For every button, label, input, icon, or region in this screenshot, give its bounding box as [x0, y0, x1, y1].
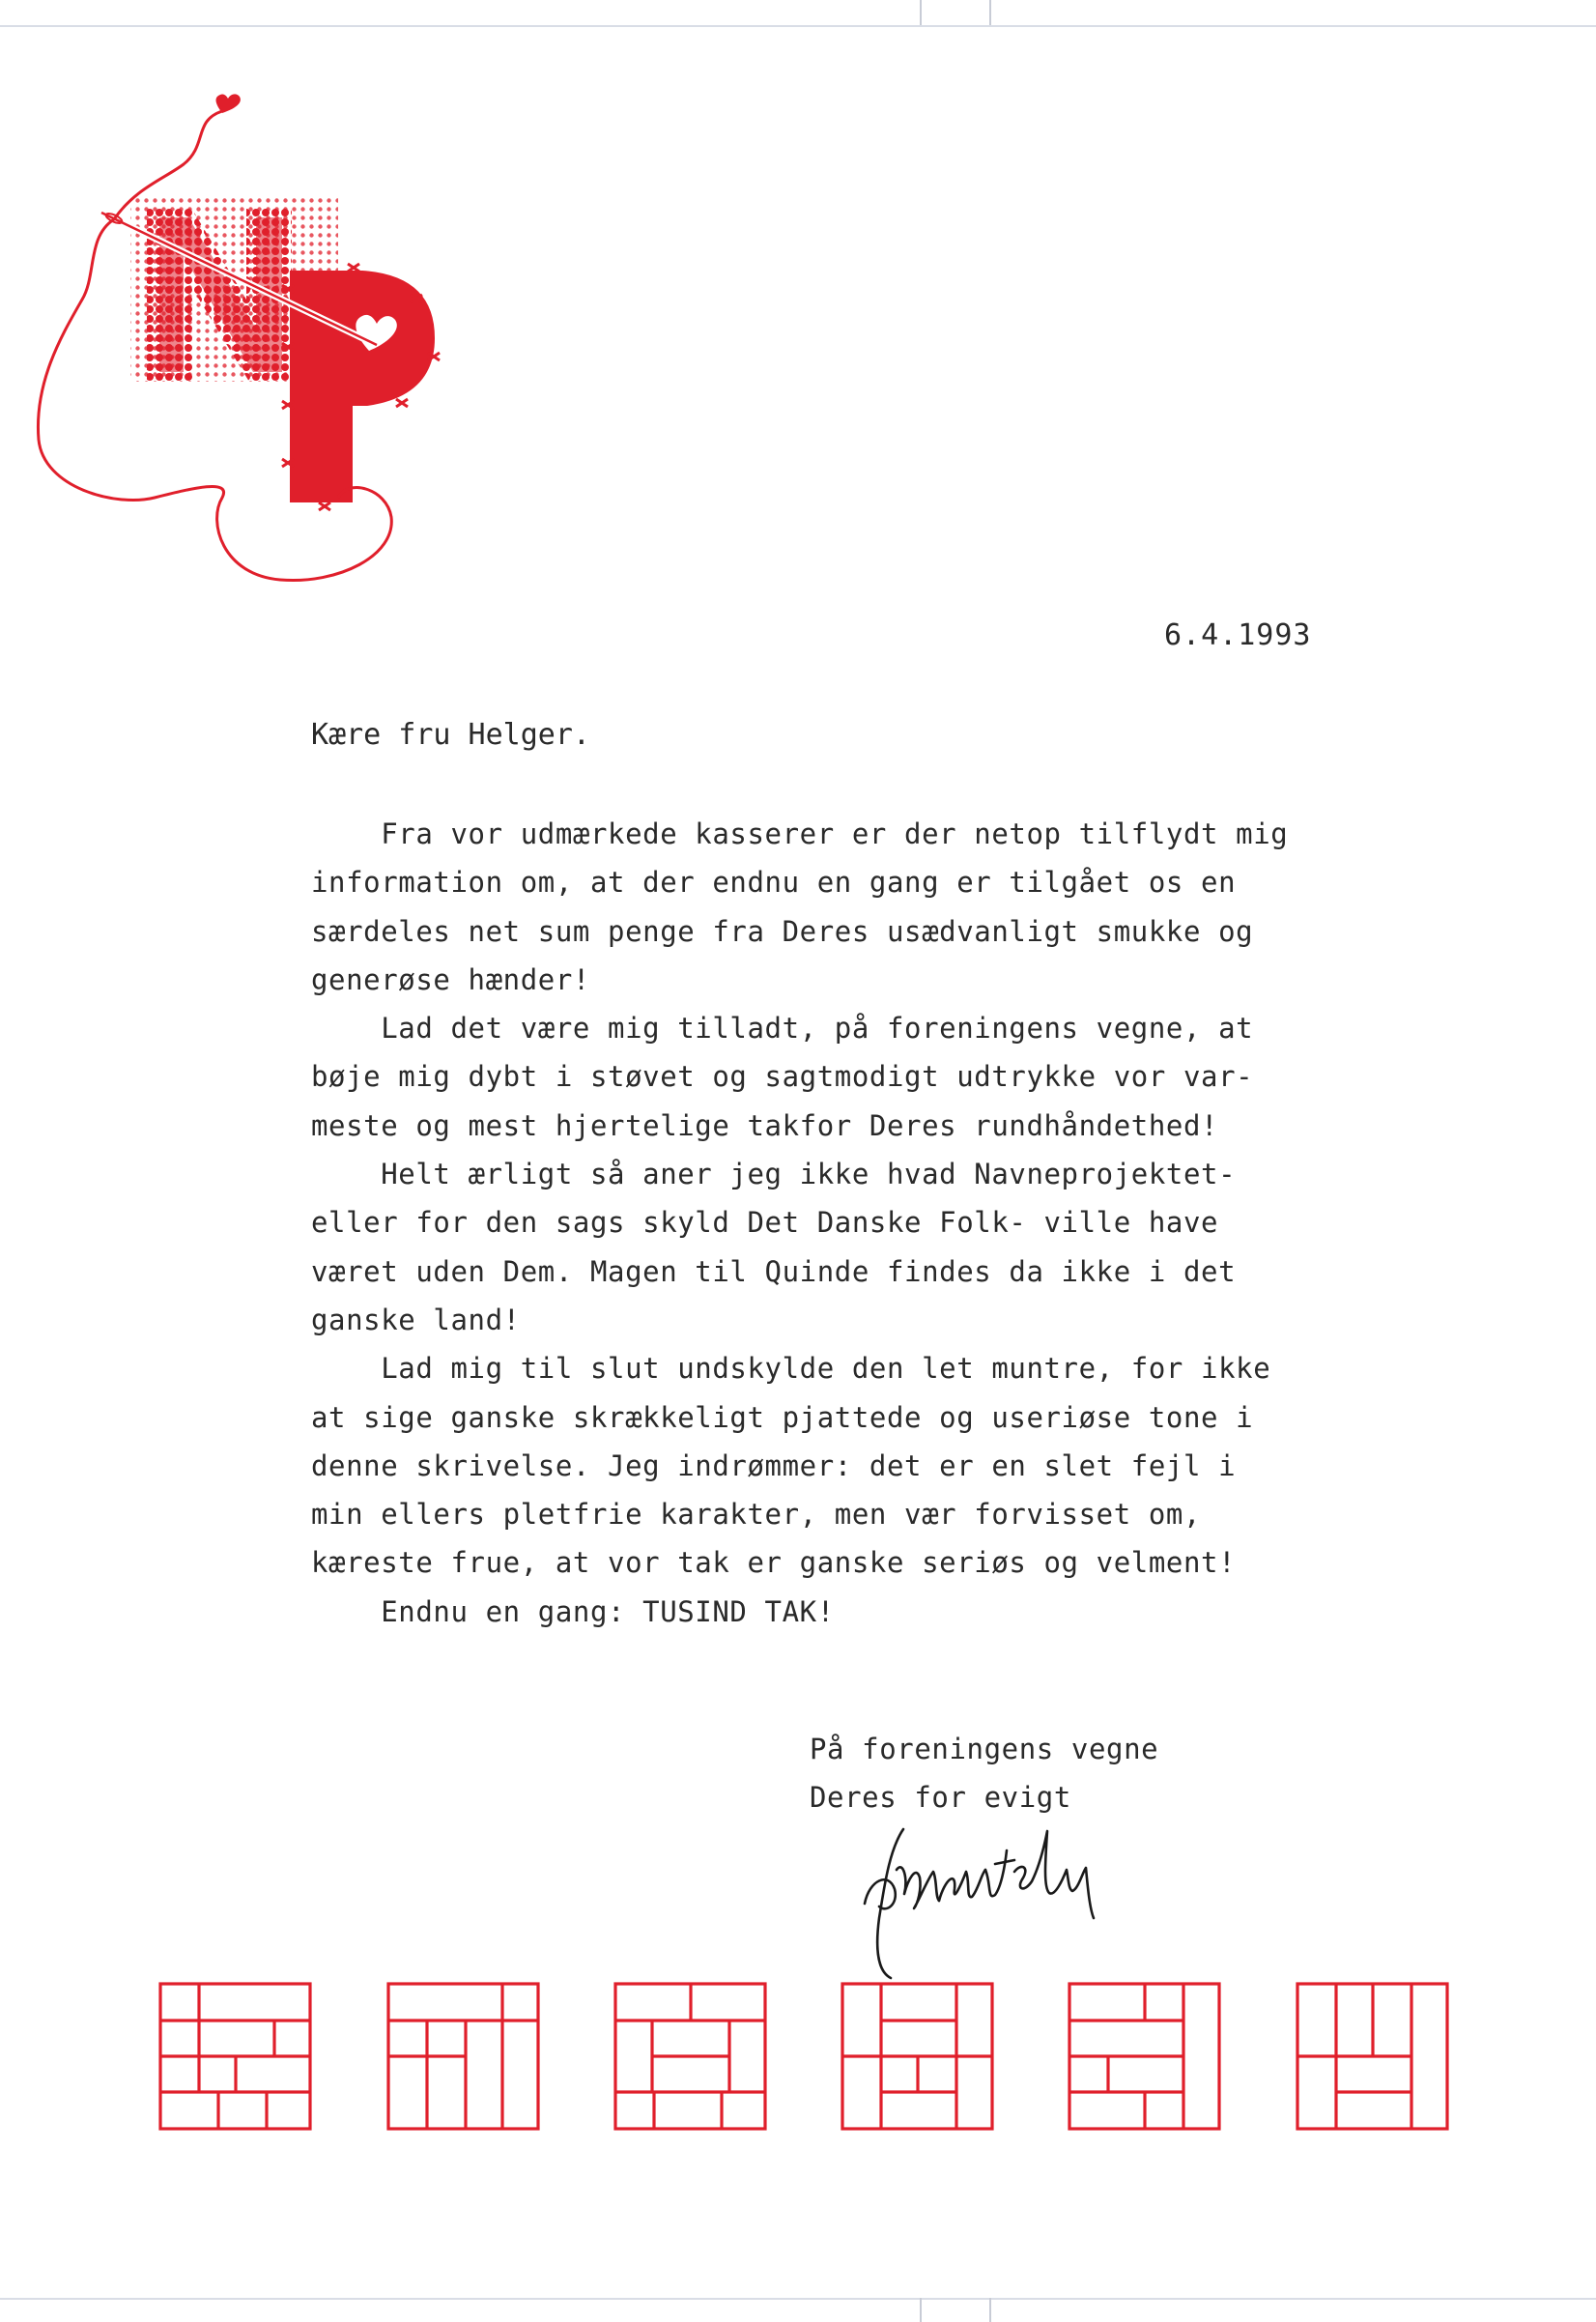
body-line: kæreste frue, at vor tak er ganske seriøs og velment! — [311, 1546, 1237, 1580]
signature — [850, 1812, 1140, 1986]
decorative-tile-row — [155, 1976, 1478, 2140]
body-line: Lad det være mig tilladt, på foreningens vegne, at — [311, 1012, 1254, 1046]
body-line: at sige ganske skrækkeligt pjattede og useriøse tone i — [311, 1400, 1254, 1434]
page-bottom-edge — [0, 2298, 1596, 2300]
body-line: min ellers pletfrie karakter, men vær forvisset om, — [311, 1498, 1202, 1532]
body-line: bøje mig dybt i støvet og sagtmodigt udtrykke vor var- — [311, 1060, 1254, 1094]
letter-closing — [810, 1725, 1158, 1821]
letter-date: 6.4.1993 — [1164, 618, 1312, 652]
scan-mark — [920, 2298, 922, 2322]
handwritten-signature-icon — [850, 1812, 1140, 1986]
needle-and-thread-heart-logo-icon — [29, 92, 444, 585]
body-line: Helt ærligt så aner jeg ikke hvad Navneprojektet- — [311, 1158, 1237, 1191]
body-line: information om, at der endnu en gang er tilgået os en — [311, 866, 1237, 900]
body-line: Lad mig til slut undskylde den let muntre, for ikke — [311, 1352, 1271, 1386]
body-line: meste og mest hjertelige takfor Deres rundhåndethed! — [311, 1108, 1219, 1142]
body-line: denne skrivelse. Jeg indrømmer: det er en slet fejl i — [311, 1448, 1237, 1482]
body-line: eller for den sags skyld Det Danske Folk- ville have — [311, 1206, 1219, 1240]
closing-line: Deres for evigt — [810, 1781, 1071, 1814]
np-logo — [29, 92, 444, 585]
scan-mark — [989, 2298, 991, 2322]
page-top-edge — [0, 25, 1596, 27]
body-line: Endnu en gang: TUSIND TAK! — [311, 1594, 835, 1628]
salutation: Kære fru Helger. — [311, 718, 590, 752]
scan-mark — [920, 0, 922, 25]
body-line: særdeles net sum penge fra Deres usædvanligt smukke og — [311, 914, 1254, 948]
closing-line: På foreningens vegne — [810, 1733, 1159, 1765]
letter-body — [311, 810, 1383, 1636]
brick-pattern-tiles-icon — [155, 1976, 1478, 2140]
body-line: generøse hænder! — [311, 962, 590, 996]
body-line: været uden Dem. Magen til Quinde findes da ikke i det — [311, 1254, 1237, 1288]
scan-mark — [989, 0, 991, 25]
body-line: ganske land! — [311, 1303, 521, 1336]
body-line: Fra vor udmærkede kasserer er der netop tilflydt mig — [311, 817, 1289, 850]
